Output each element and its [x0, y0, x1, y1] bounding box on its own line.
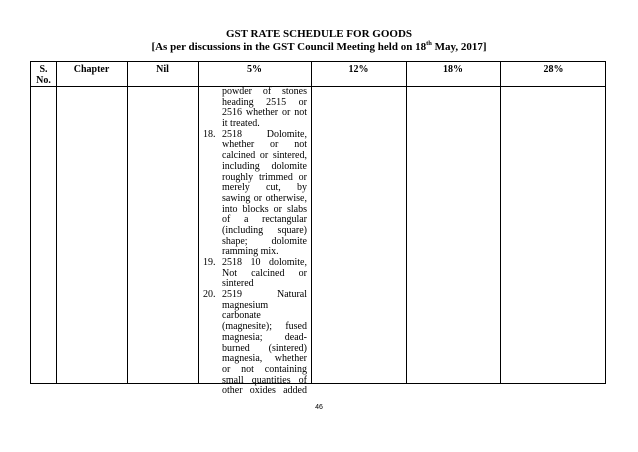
- item-text: 2518 Dolomite,: [222, 128, 307, 140]
- subtitle-superscript: th: [426, 40, 432, 47]
- item-text: it treated.: [222, 118, 260, 130]
- item-text: merely cut, by: [222, 182, 307, 194]
- rate-5-text-line: [203, 386, 307, 397]
- column-divider: [198, 62, 199, 383]
- item-number: 19.: [203, 257, 216, 268]
- item-text: magnesia, whether: [222, 353, 307, 365]
- rate-5-cell: [203, 87, 307, 397]
- column-divider: [127, 62, 128, 383]
- item-text: roughly trimmed or: [222, 171, 307, 183]
- item-number: 18.: [203, 128, 216, 140]
- header-rate-18: 18%: [443, 64, 463, 75]
- item-text: heading 2515 or: [222, 96, 307, 108]
- rate-5-text-line: [203, 194, 307, 205]
- item-text: calcined or sintered,: [222, 150, 307, 162]
- item-text: shape; dolomite: [222, 235, 307, 247]
- item-text: small quantities of: [222, 374, 307, 386]
- rate-5-text-line: [203, 333, 307, 344]
- item-text: 2518 10 dolomite,: [222, 257, 307, 268]
- item-number: 20.: [203, 289, 216, 301]
- header-chapter: Chapter: [73, 64, 110, 75]
- header-sno-line1: S.: [39, 64, 48, 75]
- rate-5-text-line: [203, 269, 307, 280]
- header-nil: Nil: [156, 64, 169, 75]
- column-divider: [311, 62, 312, 383]
- gst-rate-table: [30, 61, 606, 397]
- item-text: carbonate: [222, 310, 261, 322]
- item-text: (including square): [222, 224, 307, 236]
- item-text: Not calcined or: [222, 267, 307, 279]
- column-divider: [406, 62, 407, 383]
- item-text: ramming mix.: [222, 246, 279, 258]
- item-text: burned (sintered): [222, 342, 307, 354]
- item-text: 2516 whether or not: [222, 107, 307, 119]
- item-text: 2519 Natural: [222, 289, 307, 301]
- item-text: powder of stones: [222, 86, 307, 97]
- column-divider: [56, 62, 57, 383]
- column-divider: [500, 62, 501, 383]
- header-rate-12: 12%: [348, 64, 369, 75]
- header-sno-line2: No.: [36, 75, 51, 86]
- item-text: magnesia; dead-: [222, 331, 307, 343]
- subtitle-text: [As per discussions in the GST Council Meeting held on 18: [151, 41, 427, 53]
- item-text: or not containing: [222, 363, 307, 375]
- subtitle-text-end: May, 2017]: [431, 41, 487, 53]
- header-sno: [31, 64, 56, 86]
- item-text: whether or not: [222, 139, 307, 151]
- header-divider: [31, 86, 605, 87]
- item-text: (magnesite); fused: [222, 321, 307, 333]
- page-number: 46: [315, 404, 323, 411]
- document-subtitle: [0, 41, 638, 54]
- item-text: magnesium: [222, 299, 269, 311]
- document-title: GST RATE SCHEDULE FOR GOODS: [225, 28, 413, 40]
- rate-5-text-line: [203, 365, 307, 376]
- rate-5-text-line: [203, 162, 307, 173]
- item-text: of a rectangular: [222, 214, 307, 226]
- header-rate-28: 28%: [543, 64, 564, 75]
- item-text: into blocks or slabs: [222, 203, 307, 215]
- header-rate-5: 5%: [247, 64, 262, 75]
- item-text: including dolomite: [222, 160, 307, 172]
- item-text: other oxides added: [222, 385, 307, 397]
- item-text: sintered: [222, 278, 254, 290]
- item-text: sawing or otherwise,: [222, 192, 307, 204]
